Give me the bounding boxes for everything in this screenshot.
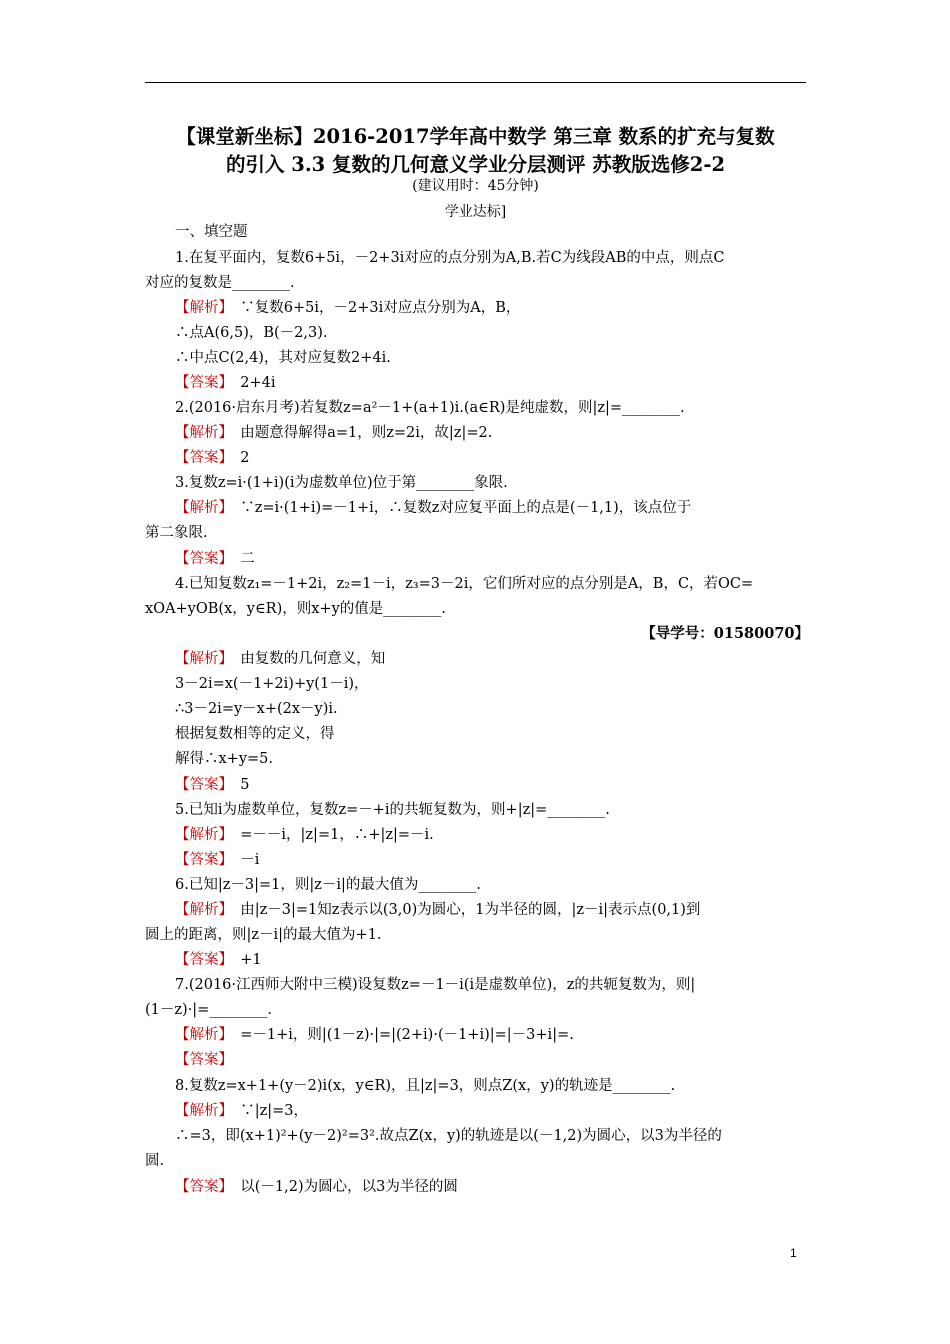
answer-tag: 【答案】 (175, 551, 226, 567)
part-heading: 一、填空题 (175, 224, 248, 240)
answer-tag: 【答案】 (175, 852, 226, 868)
analysis-4-step: ∴3－2i=y－x+(2x－y)i. (175, 701, 338, 717)
question-4-cont: xOA+yOB(x，y∈R)，则x+y的值是________. (145, 601, 446, 617)
answer-6: 【答案】 +1 (175, 952, 262, 968)
header-rule (145, 82, 806, 83)
analysis-tag: 【解析】 (175, 827, 226, 843)
answer-tag: 【答案】 (175, 1052, 226, 1068)
analysis-4-step: 3－2i=x(－1+2i)+y(1－i)， (175, 676, 369, 692)
analysis-6-cont: 圆上的距离，则|z－i|的最大值为+1. (145, 927, 382, 943)
question-6: 6.已知|z－3|=1，则|z－i|的最大值为________. (175, 877, 481, 893)
analysis-1-step: ∴点A(6,5)，B(－2,3). (175, 325, 328, 341)
analysis-6: 【解析】 由|z－3|=1知z表示以(3,0)为圆心，1为半径的圆，|z－i|表示点(0,1)到 (175, 902, 701, 918)
answer-3: 【答案】 二 (175, 551, 255, 567)
analysis-1: 【解析】 ∵复数6+5i，－2+3i对应点分别为A，B， (175, 300, 521, 316)
question-3: 3.复数z=i·(1+i)(i为虚数单位)位于第________象限. (175, 475, 508, 491)
answer-tag: 【答案】 (175, 375, 226, 391)
analysis-3: 【解析】 ∵z=i·(1+i)=－1+i，∴复数z对应复平面上的点是(－1,1)，该点位于 (175, 500, 692, 516)
analysis-tag: 【解析】 (175, 425, 226, 441)
question-4: 4.已知复数z₁=－1+2i，z₂=1－i，z₃=3－2i，它们所对应的点分别是A，B，C，若OC= (175, 576, 754, 592)
analysis-tag: 【解析】 (175, 902, 226, 918)
question-1-cont: 对应的复数是________. (145, 275, 295, 291)
answer-5: 【答案】 －i (175, 852, 260, 868)
analysis-4-step: 解得∴x+y=5. (175, 751, 274, 767)
question-7: 7.(2016·江西师大附中三模)设复数z=－1－i(i是虚数单位)，z的共轭复数为，则| (175, 977, 696, 993)
answer-tag: 【答案】 (175, 952, 226, 968)
analysis-tag: 【解析】 (175, 651, 226, 667)
question-8: 8.复数z=x+1+(y－2)i(x，y∈R)，且|z|=3，则点Z(x，y)的轨迹是________. (175, 1078, 676, 1094)
section-label: 学业达标] (444, 204, 507, 220)
question-2: 2.(2016·启东月考)若复数z=a²－1+(a+1)i.(a∈R)是纯虚数，则|z|=________. (175, 400, 685, 416)
analysis-5: 【解析】 =－－i，|z|=1，∴+|z|=－i. (175, 827, 434, 843)
page-number: 1 (790, 1246, 797, 1260)
answer-tag: 【答案】 (175, 777, 226, 793)
answer-8: 【答案】 以(－1,2)为圆心，以3为半径的圆 (175, 1179, 458, 1195)
analysis-1-step: ∴中点C(2,4)，其对应复数2+4i. (175, 350, 391, 366)
analysis-tag: 【解析】 (175, 300, 226, 316)
time-note: (建议用时：45分钟) (412, 178, 539, 194)
analysis-3-cont: 第二象限. (145, 525, 208, 541)
answer-1: 【答案】 2+4i (175, 375, 276, 391)
analysis-tag: 【解析】 (175, 1103, 226, 1119)
analysis-tag: 【解析】 (175, 1027, 226, 1043)
analysis-4: 【解析】 由复数的几何意义，知 (175, 651, 386, 667)
question-1: 1.在复平面内，复数6+5i，－2+3i对应的点分别为A,B.若C为线段AB的中点，则点C (175, 250, 725, 266)
guide-number: 【导学号：01580070】 (641, 625, 809, 642)
answer-7 (145, 1050, 809, 1070)
answer-2: 【答案】 2 (175, 450, 250, 466)
answer-tag: 【答案】 (175, 450, 226, 466)
analysis-7: 【解析】 =－1+i，则|(1－z)·|=|(2+i)·(－1+i)|=|－3+i|=. (175, 1027, 574, 1043)
answer-tag: 【答案】 (175, 1179, 226, 1195)
analysis-4-step: 根据复数相等的定义，得 (175, 726, 335, 742)
analysis-8: 【解析】 ∵|z|=3， (175, 1103, 309, 1119)
analysis-8-step: ∴=3，即(x+1)²+(y－2)²=3².故点Z(x，y)的轨迹是以(－1,2)为圆心，以3为半径的 (175, 1128, 722, 1144)
analysis-8-cont: 圆. (145, 1153, 165, 1169)
analysis-tag: 【解析】 (175, 500, 226, 516)
doc-title-line2: 的引入 3.3 复数的几何意义学业分层测评 苏教版选修2-2 (225, 153, 726, 176)
doc-title-line1: 【课堂新坐标】2016-2017学年高中数学 第三章 数系的扩充与复数 (176, 125, 775, 148)
question-5: 5.已知i为虚数单位，复数z=－+i的共轭复数为，则+|z|=________. (175, 802, 610, 818)
answer-4: 【答案】 5 (175, 777, 250, 793)
question-7-cont: (1－z)·|=________. (145, 1002, 272, 1018)
analysis-2: 【解析】 由题意得解得a=1，则z=2i，故|z|=2. (175, 425, 493, 441)
